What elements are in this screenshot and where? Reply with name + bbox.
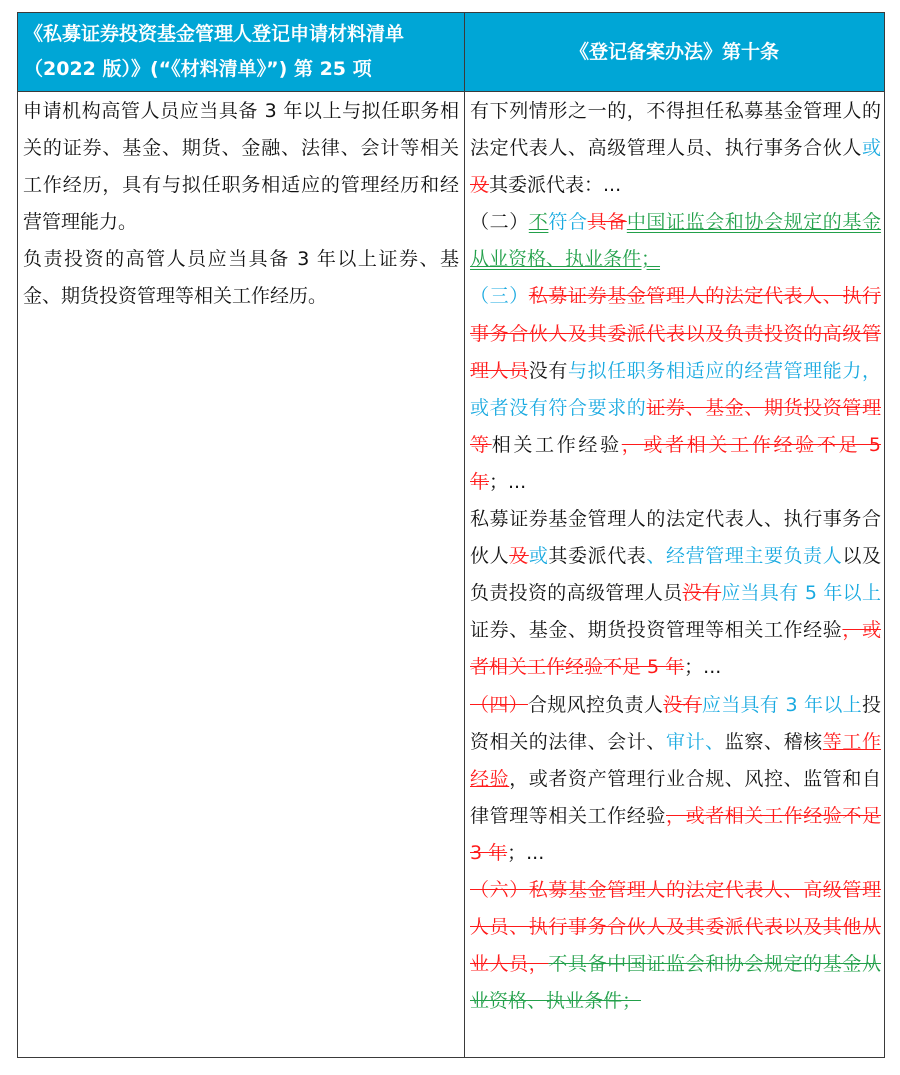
text-segment: （三） [470,285,529,308]
right-paragraph-1 [470,93,881,204]
text-segment: 与拟任职务相适应的经营管理能力，或者没有符合要求的 [470,359,881,419]
text-segment: 监察、稽核 [724,730,823,753]
text-segment: 或 [528,545,549,568]
text-segment: 有下列情形之一的，不得担任私募基金管理人的法定代表人、高级管理人员、执行事务合伙人 [470,100,881,160]
text-segment: 具备 [587,211,627,234]
text-segment: 及 [470,174,490,197]
right-paragraph-4 [470,501,881,686]
header-right: 《登记备案办法》第十条 [465,13,885,92]
table-header-row [18,13,885,92]
text-segment: 相关工作经验 [491,433,622,456]
text-segment: 证券、基金、期货投资管理等 [470,396,881,456]
text-segment: 不具备中国证监会和协会规定的基金从业资格、执业条件； [470,953,881,1013]
comparison-table [17,12,885,1058]
text-segment: （四） [470,693,528,716]
text-segment: 证券、基金、期货投资管理等相关工作经验 [470,619,843,642]
text-segment: 中国证监会和协会规定的基金从业资格、执业条件； [470,211,881,271]
header-left: 《私募证券投资基金管理人登记申请材料清单（2022 版）》(“《材料清单》”) 第 25 项 [18,13,465,92]
text-segment: 应当具有 5 年以上 [721,582,881,605]
text-segment: ，或者资产管理行业合规、风控、监管和自律管理等相关工作经验 [470,767,881,827]
text-segment: （二） [470,211,529,234]
text-segment: ；... [507,841,545,864]
right-paragraph-6 [470,872,881,1020]
text-segment: ，或者相关工作经验不足 3 年 [470,804,881,864]
text-segment: 符合 [548,211,588,234]
right-paragraph-2 [470,204,881,278]
text-segment: 没有 [528,359,568,382]
text-segment: 以及负责投资的高级管理人员 [470,545,881,605]
right-paragraph-5 [470,687,881,872]
right-paragraph-3 [470,278,881,501]
text-segment: 其委派代表：... [489,174,622,197]
text-segment: 没有 [682,582,722,605]
left-paragraph-2: 负责投资的高管人员应当具备 3 年以上证券、基金、期货投资管理等相关工作经历。 [23,248,459,308]
text-segment: 私募证券基金管理人的法定代表人、执行事务合伙人 [470,508,881,568]
text-segment: 投资相关的法律、会计、 [470,693,881,753]
text-segment: 其委派代表 [548,545,647,568]
text-segment: ，或者相关工作经验不足 5 年 [470,619,881,679]
text-segment: ，或者相关工作经验不足 5 年 [470,433,881,493]
text-segment: 审计、 [665,730,725,753]
text-segment: 应当具有 3 年以上 [701,693,862,716]
text-segment: 合规风控负责人 [527,693,664,716]
text-segment: 及 [509,545,529,568]
text-segment: （六）私募基金管理人的法定代表人、高级管理人员、执行事务合伙人及其委派代表以及其他从业人员， [470,878,881,976]
text-segment: ；... [684,656,722,679]
right-cell [465,92,885,1058]
left-paragraph-1: 申请机构高管人员应当具备 3 年以上与拟任职务相关的证券、基金、期货、金融、法律、会计等相关工作经历，具有与拟任职务相适应的管理经历和经营管理能力。 [23,100,459,234]
text-segment: 没有 [663,693,702,716]
table-row [18,92,885,1058]
left-cell [18,92,465,1058]
text-segment: 私募证券基金管理人的法定代表人、执行事务合伙人及其委派代表以及负责投资的高级管理人员 [470,285,881,382]
text-segment: ；... [489,470,527,493]
text-segment: 不 [528,211,549,234]
comparison-table-wrapper [17,12,884,1058]
text-segment: 或 [861,137,881,160]
text-segment: 等工作经验 [470,730,881,790]
text-segment: 、经营管理主要负责人 [646,545,843,568]
